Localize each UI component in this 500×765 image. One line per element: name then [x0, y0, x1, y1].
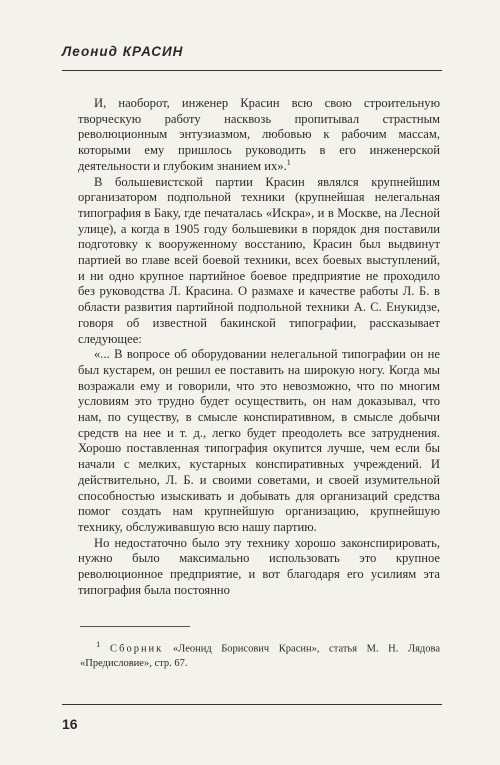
paragraph-1-text: И, наоборот, инженер Красин всю свою строительную творческую работу насквозь пропитывал страстным революционным энтузиазмом, любовью к рабочим массам, которыми ему пришлось руководить в его инженерской деятельности и глубоким знанием их».: [78, 96, 440, 173]
paragraph-4: Но недостаточно было эту технику хорошо законспирировать, нужно было максимально использовать это крупное революционное предприятие, и вот благодаря его усилиям эта типография была постоянно: [78, 535, 440, 597]
footnote: [80, 637, 440, 671]
paragraph-1: [78, 96, 440, 175]
footer-rule: [62, 704, 442, 705]
footnote-ref: 1: [286, 157, 291, 167]
paragraph-2: В большевистской партии Красин являлся крупнейшим организатором подпольной техники (крупнейшая нелегальная типография в Баку, где печаталась «Искра», и в Москве, на Лесной улице), а когда в 1905 году большевики в порядок дня поставили подготовку к вооруженному восстанию, Красин был выдвинут партией во главе всей боевой техники, всех боевых выступлений, и ни одно крупное партийное боевое предприятие не проходило без руководства Л. Красина. О размахе и качестве работы Л. Б. в области развития партийной подпольной техники А. С. Енукидзе, говоря об известной бакинской типографии, рассказывает следующее:: [78, 174, 440, 346]
footnote-rule: [80, 626, 190, 627]
footnote-marker: 1: [96, 639, 101, 649]
paragraph-3-quote: «... В вопросе об оборудовании нелегальной типографии он не был кустарем, он решил ее поставить на широкую ногу. Когда мы возражали ему и говорили, что это невозможно, что по многим условиям это трудно будет осуществить, он нам доказывал, что нам, по существу, в смысле конспиративном, в смысле добычи средств на нее и т. д., легко будет преодолеть все затруднения. Хорошо поставленная типография окупится лучше, чем если бы начали с мелких, кустарных конспиративных учреждений. И действительно, Л. Б. и своими советами, и своей изумительной способностью изыскивать и добывать для организаций средства помог создать нам крупнейшую организацию, крупнейшую технику, обслуживавшую всю нашу партию.: [78, 347, 440, 534]
footnote-text: «Леонид Борисович Красин», статья М. Н. Лядова «Предисловие», стр. 67.: [80, 643, 441, 669]
running-title: Леонид КРАСИН: [62, 44, 184, 59]
header-rule: [62, 70, 442, 71]
footnote-source: Сборник: [109, 643, 164, 655]
page-number: 16: [62, 716, 78, 732]
main-text: [78, 96, 440, 599]
